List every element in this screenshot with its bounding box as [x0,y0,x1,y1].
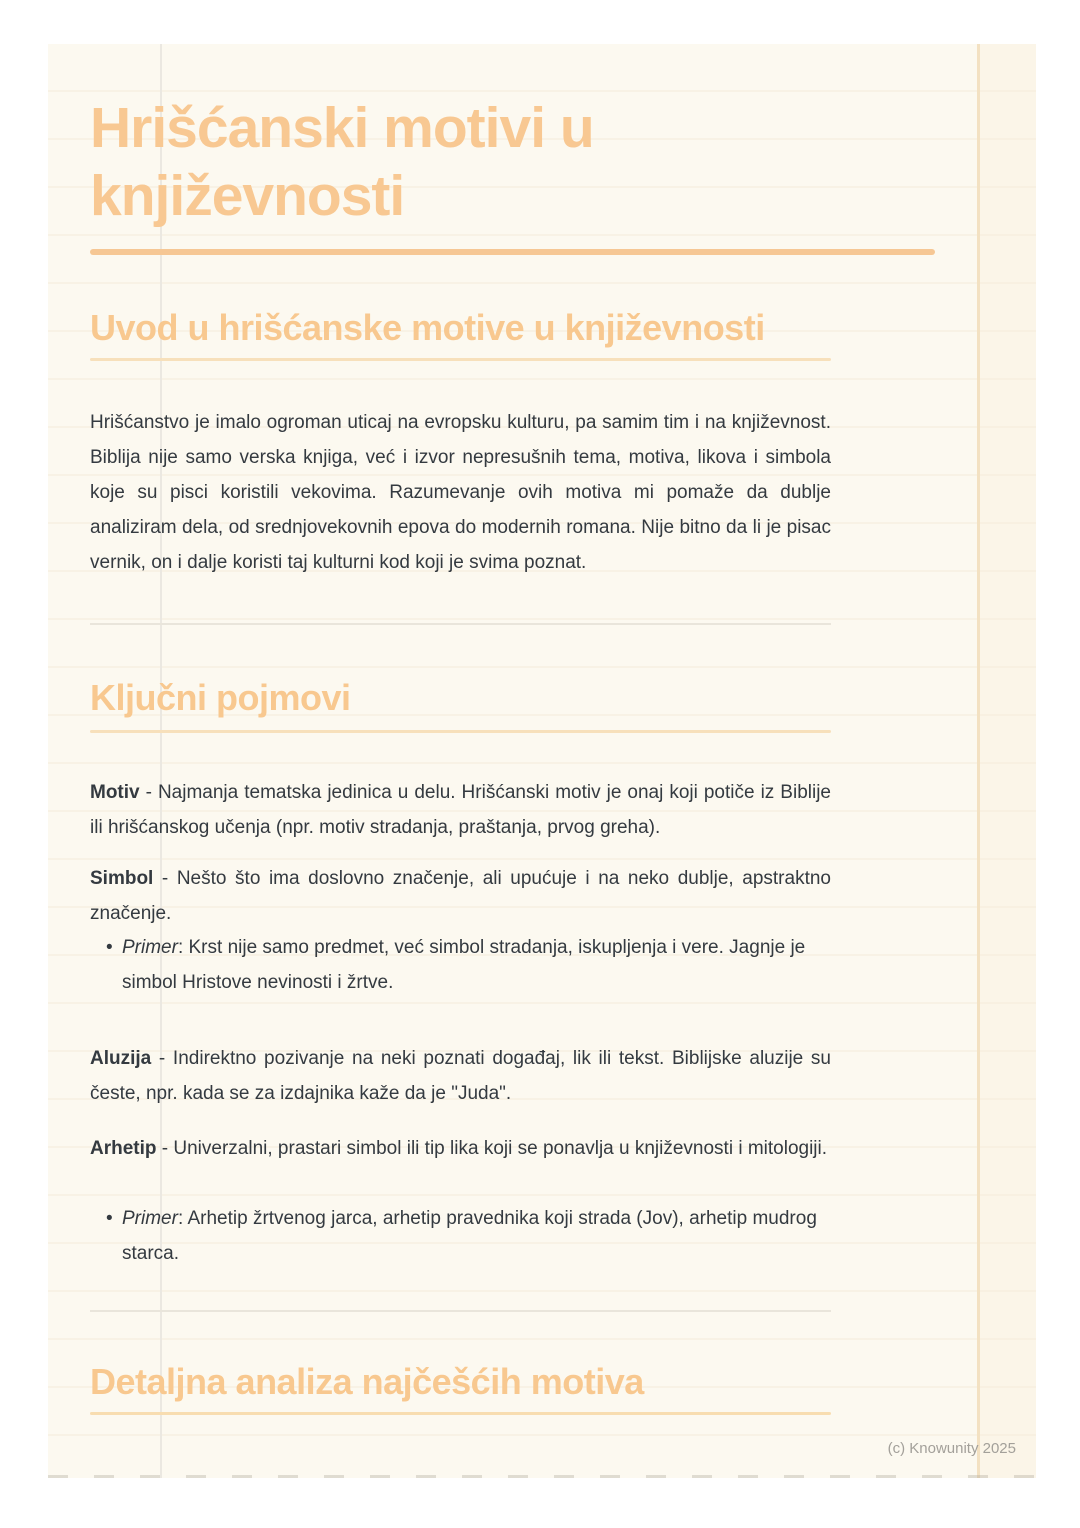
key-terms-heading-underline [90,730,831,733]
note-page [48,44,1036,1478]
term-label: Arhetip [90,1138,157,1159]
bullet-dot: • [106,1208,113,1229]
bullet-dot: • [106,937,113,958]
term-definition: - Nešto što ima doslovno značenje, ali upućuje i na neko dublje, apstraktno značenje. [90,868,831,924]
section-heading-key-terms: Ključni pojmovi [90,677,351,718]
bullet-text: : Krst nije samo predmet, već simbol stradanja, iskupljenja i vere. Jagnje je simbol Hristove nevinosti i žrtve. [122,937,806,993]
page-bottom-edge [48,1475,1036,1478]
bullet-item [106,1201,832,1271]
intro-heading-underline [90,358,831,361]
section-divider [90,1310,831,1312]
page-title: Hrišćanski motivi u književnosti [90,96,594,228]
notebook-right-margin-line [977,44,980,1478]
title-rule [90,249,935,255]
term-paragraph-simbol [90,861,831,931]
bullet-text: : Arhetip žrtvenog jarca, arhetip pravednika koji strada (Jov), arhetip mudrog starca. [122,1208,817,1264]
intro-paragraph: Hrišćanstvo je imalo ogroman uticaj na evropsku kulturu, pa samim tim i na književnost. Biblija nije samo verska knjiga, već i izvor nepresušnih tema, motiva, likova i simbola koje su pisci koristili vekovima. Razumevanje ovih motiva mi pomaže da dublje analiziram dela, od srednjovekovnih epova do modernih romana. Nije bitno da li je pisac vernik, on i dalje koristi taj kulturni kod koji je svima poznat. [90,412,831,573]
term-label: Aluzija [90,1048,152,1069]
term-paragraph-motiv [90,775,831,845]
term-definition: - Univerzalni, prastari simbol ili tip lika koji se ponavlja u književnosti i mitologiji. [161,1138,828,1159]
term-definition: - Indirektno pozivanje na neki poznati događaj, lik ili tekst. Biblijske aluzije su česte, npr. kada se za izdajnika kaže da je "Juda". [90,1048,831,1104]
bullet-label: Primer [122,937,178,958]
term-definition: - Najmanja tematska jedinica u delu. Hrišćanski motiv je onaj koji potiče iz Biblije ili hrišćanskog učenja (npr. motiv stradanja, praštanja, prvog greha). [90,782,831,838]
section-heading-analysis: Detaljna analiza najčešćih motiva [90,1361,644,1402]
notebook-right-strip [978,44,1036,1478]
bullet-label: Primer [122,1208,178,1229]
section-divider [90,623,831,625]
analysis-heading-underline [90,1412,831,1415]
section-heading-intro: Uvod u hrišćanske motive u književnosti [90,307,765,348]
term-label: Simbol [90,868,154,889]
footer-credit: (c) Knowunity 2025 [887,1440,1016,1457]
term-label: Motiv [90,782,140,803]
bullet-item [106,930,832,1000]
term-paragraph-aluzija [90,1041,831,1111]
term-paragraph-arhetip [90,1131,831,1166]
